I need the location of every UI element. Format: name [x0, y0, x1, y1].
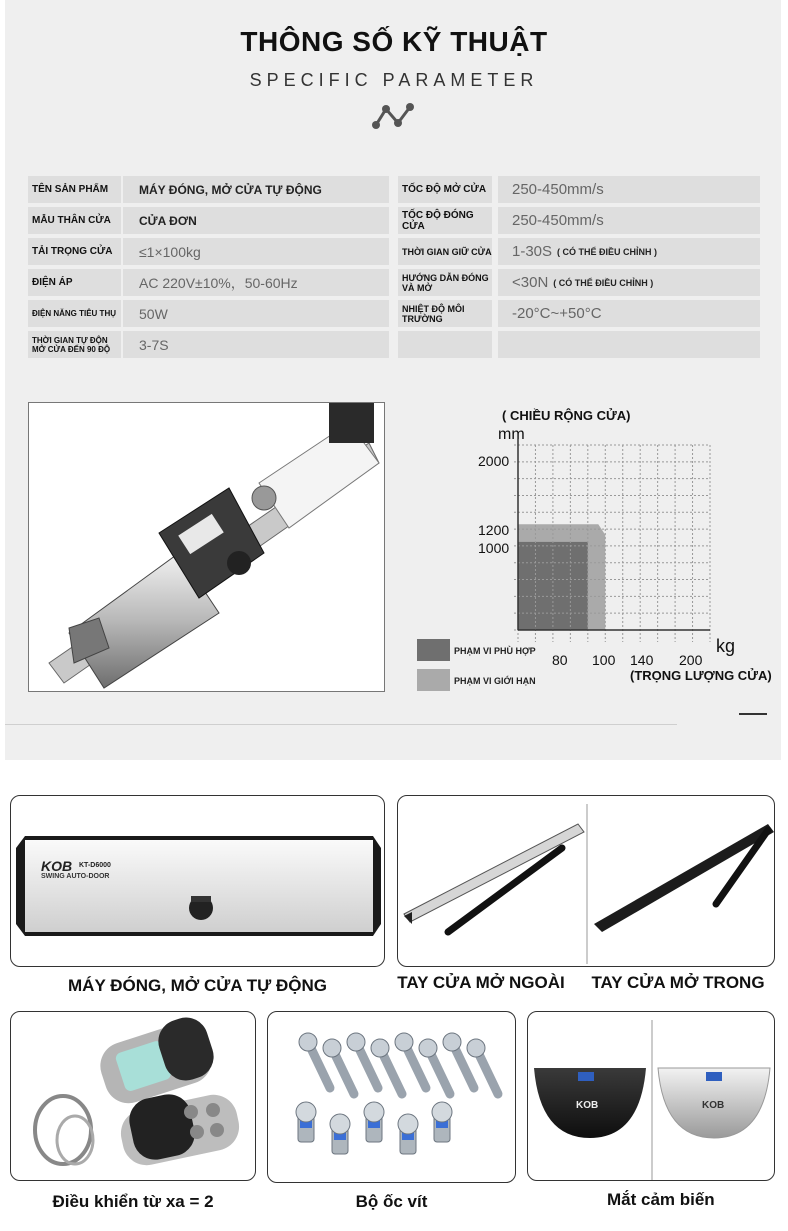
y-tick-2000: 2000	[478, 453, 510, 469]
opener-card	[10, 795, 385, 967]
spec-row	[28, 238, 760, 265]
spec-label-left-text: MẪU THÂN CỬA	[32, 215, 111, 226]
spec-note: ( CÓ THỂ ĐIỀU CHỈNH )	[553, 277, 654, 288]
y-tick-1200: 1200	[478, 522, 510, 538]
legend-swatch-limit	[417, 669, 450, 691]
spec-value-right-text: 250-450mm/s	[512, 181, 604, 198]
spec-label-right	[398, 269, 492, 296]
spec-value-right-text: 1-30S	[512, 243, 553, 260]
spec-label-left-text: ĐIỆN NĂNG TIÊU THỤ	[32, 309, 116, 318]
page-subtitle: SPECIFIC PARAMETER	[249, 70, 539, 90]
spec-label-left	[28, 176, 121, 203]
bolt-head	[398, 1114, 418, 1134]
spec-value-right-text: -20°C~+50°C	[512, 305, 602, 322]
spec-label-left	[28, 238, 121, 265]
x-tick-80: 80	[552, 652, 568, 668]
spec-value-left	[123, 331, 389, 358]
spec-label-left	[28, 300, 121, 327]
bolt-head	[432, 1102, 452, 1122]
motor-photo	[28, 402, 385, 692]
legend-label-limit: PHẠM VI GIỚI HẠN	[454, 676, 536, 686]
spec-label-right	[398, 176, 492, 203]
zigzag-icon	[372, 101, 416, 131]
spec-label-left-text: THỜI GIAN TỰ ĐỘN MỞ CỬA ĐẾN 90 ĐỘ	[32, 335, 111, 354]
spec-label-right	[398, 300, 492, 327]
opener-image	[11, 796, 385, 967]
opener-brand: KOB	[41, 858, 73, 874]
spec-row	[28, 176, 760, 203]
spec-value-left	[123, 300, 389, 327]
spec-value-right	[498, 238, 760, 265]
spec-label-right-text: HƯỚNG DẪN ĐÓNG VÀ MỞ	[402, 272, 489, 293]
screw-head	[371, 1039, 389, 1057]
divider-dash	[739, 713, 767, 715]
x-tick-200: 200	[679, 652, 703, 668]
spec-value-right-text: 250-450mm/s	[512, 212, 604, 229]
spec-label-left	[28, 269, 121, 296]
screw-head	[395, 1033, 413, 1051]
spec-label-left	[28, 331, 121, 358]
section-divider	[5, 724, 677, 725]
screw-head	[299, 1033, 317, 1051]
remote-caption: Điều khiển từ xa = 2	[52, 1192, 214, 1211]
spec-value-left	[123, 176, 389, 203]
legend-swatch-suitable	[417, 639, 450, 661]
spec-value-right	[498, 176, 760, 203]
opener-model: KT-D6000	[79, 862, 111, 869]
screw-head	[347, 1033, 365, 1051]
spec-row	[28, 300, 760, 327]
y-tick-1000: 1000	[478, 540, 510, 556]
spec-label-left-text: TÊN SẢN PHẨM	[32, 184, 109, 195]
chart-area	[410, 400, 780, 695]
spec-label-left-text: ĐIỆN ÁP	[32, 277, 73, 288]
bolt-head	[364, 1102, 384, 1122]
spec-value-left-text: ≤1×100kg	[139, 243, 201, 260]
x-axis-title: (TRỌNG LƯỢNG CỬA)	[630, 668, 772, 683]
remote-card	[10, 1011, 256, 1181]
spec-value-left	[123, 269, 389, 296]
spec-label-right	[398, 331, 492, 358]
spec-label-right	[398, 207, 492, 234]
x-tick-100: 100	[592, 652, 616, 668]
spec-value-left-text: CỬA ĐƠN	[139, 213, 197, 228]
spec-value-left-text: AC 220V±10%，50-60Hz	[139, 274, 298, 291]
spec-label-right-text: THỜI GIAN GIỮ CỬA	[402, 246, 492, 257]
arms-card	[397, 795, 775, 967]
spec-label-left-text: TẢI TRỌNG CỬA	[32, 246, 113, 257]
x-tick-140: 140	[630, 652, 654, 668]
opener-caption: MÁY ĐÓNG, MỞ CỬA TỰ ĐỘNG	[68, 976, 327, 995]
spec-value-right	[498, 300, 760, 327]
spec-value-right	[498, 269, 760, 296]
spec-value-left-text: 50W	[139, 305, 168, 322]
spec-value-right	[498, 207, 760, 234]
screw-head	[467, 1039, 485, 1057]
sensor-brand-silver: KOB	[702, 1100, 725, 1111]
screws-caption: Bộ ốc vít	[355, 1192, 428, 1211]
motor-image	[29, 403, 384, 691]
screw-head	[323, 1039, 341, 1057]
remote-image	[11, 1012, 256, 1181]
screw-head	[443, 1033, 461, 1051]
spec-row	[28, 331, 760, 358]
sensor-card	[527, 1011, 775, 1181]
arm-inside-caption: TAY CỬA MỞ TRONG	[591, 973, 765, 992]
arms-image	[398, 796, 775, 967]
spec-label-right	[398, 238, 492, 265]
spec-value-left-text: 3-7S	[139, 336, 169, 353]
x-axis-unit: kg	[716, 636, 736, 656]
screw-head	[419, 1039, 437, 1057]
spec-note: ( CÓ THỂ ĐIỀU CHỈNH )	[557, 246, 658, 257]
spec-value-left-text: MÁY ĐÓNG, MỞ CỬA TỰ ĐỘNG	[139, 182, 322, 197]
sensor-brand-black: KOB	[576, 1100, 599, 1111]
spec-row	[28, 207, 760, 234]
spec-value-left	[123, 238, 389, 265]
spec-label-right-text: TỐC ĐỘ ĐÓNG CỬA	[402, 209, 474, 232]
spec-row	[28, 269, 760, 296]
screws-card	[267, 1011, 516, 1183]
y-axis-unit: mm	[498, 426, 525, 443]
page-title: THÔNG SỐ KỸ THUẬT	[240, 26, 548, 57]
arm-outside-caption: TAY CỬA MỞ NGOÀI	[397, 973, 565, 992]
opener-subtitle: SWING AUTO-DOOR	[41, 873, 110, 880]
bolt-head	[330, 1114, 350, 1134]
sensor-image	[528, 1012, 775, 1181]
legend-label-suitable: PHẠM VI PHÙ HỢP	[454, 646, 536, 656]
spec-value-right	[498, 331, 760, 358]
screws-image	[268, 1012, 516, 1183]
sensor-caption: Mắt cảm biến	[607, 1190, 715, 1209]
spec-label-right-text: NHIỆT ĐỘ MÔI TRƯỜNG	[402, 303, 465, 324]
spec-label-right-text: TỐC ĐỘ MỞ CỬA	[402, 184, 487, 195]
bolt-head	[296, 1102, 316, 1122]
spec-value-right-text: <30N	[512, 274, 549, 291]
spec-value-left	[123, 207, 389, 234]
spec-label-left	[28, 207, 121, 234]
chart-title: ( CHIỀU RỘNG CỬA)	[502, 408, 631, 423]
